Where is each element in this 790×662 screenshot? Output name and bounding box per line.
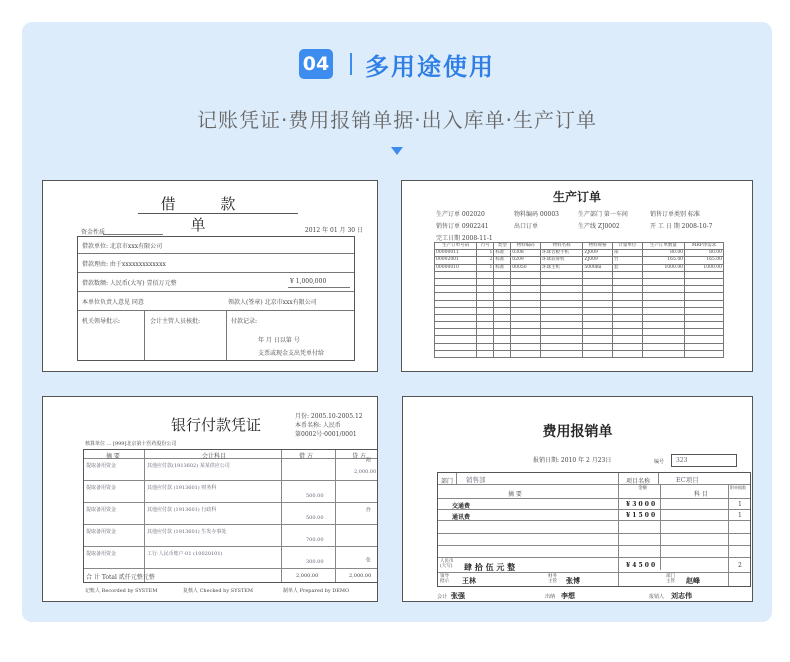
credit-cell: 2,000.00 (354, 469, 377, 475)
section-number-badge: 04 (299, 49, 333, 79)
empty-cell (511, 300, 541, 307)
table-row (84, 503, 378, 525)
empty-cell (685, 307, 724, 314)
section-subtitle: 记账凭证·费用报销单据·出入库单·生产订单 (196, 108, 598, 132)
empty-cell (435, 350, 477, 357)
empty-cell (494, 307, 511, 314)
section-title: 多用途使用 (365, 52, 495, 81)
empty-cell (540, 293, 582, 300)
empty-cell (642, 322, 684, 329)
empty-cell (477, 271, 494, 278)
empty-table-row (435, 293, 724, 300)
column-header: 生产订单数量 (642, 243, 684, 250)
empty-cell (435, 314, 477, 321)
form-row (78, 273, 354, 292)
empty-cell (583, 314, 613, 321)
empty-cell (511, 293, 541, 300)
column-header: 贷 方 (352, 453, 366, 460)
table-row (438, 534, 750, 546)
order-meta: 生产订单 002020 (436, 211, 485, 218)
account-cell: 其他应付款 (1913601) 财务科 (147, 485, 217, 491)
total-credit: 2,000.00 (349, 573, 372, 579)
voucher-currency: 本币名称: 人民币 (295, 422, 341, 429)
column-divider (456, 473, 457, 485)
empty-cell (477, 278, 494, 285)
fund-type-label: 资金性质 (81, 229, 106, 236)
expense-item: 交通费 (452, 503, 471, 510)
receiver: 领款人(签章) 北京市xxx有限公司 (228, 299, 317, 306)
amount-underline (288, 287, 350, 288)
table-cell: ZJ009 (583, 250, 613, 257)
empty-cell (540, 322, 582, 329)
empty-cell (511, 343, 541, 350)
table-cell: 00000011 (435, 250, 477, 257)
table-cell: 80.00 (642, 250, 684, 257)
column-header: 物料名称 (540, 243, 582, 250)
column-header: 会计科目 (202, 453, 227, 460)
empty-cell (685, 322, 724, 329)
order-meta: 销售订单 0902241 (436, 223, 489, 230)
table-cell: 台 (613, 257, 643, 264)
attachment-label: 张 (365, 557, 371, 562)
debit-cell: 300.00 (306, 559, 324, 565)
table-row (84, 547, 378, 569)
amount-value: ¥ 1,000,000 (290, 278, 327, 285)
voucher-table (83, 449, 378, 583)
empty-table-row (435, 343, 724, 350)
table-cell: 套 (613, 264, 643, 271)
summary-header: 摘 要 (508, 491, 522, 498)
summary-cell: 提取备用资金 (86, 507, 117, 513)
empty-cell (477, 350, 494, 357)
loan-date: 2012 年 01 月 30 日 (304, 227, 363, 234)
empty-cell (583, 278, 613, 285)
empty-cell (435, 322, 477, 329)
empty-cell (613, 329, 643, 336)
empty-cell (613, 322, 643, 329)
claimant-label: 报销人 (649, 594, 665, 600)
total-debit: 2,000.00 (296, 573, 319, 579)
total-amount: ¥ 4 5 0 0 (626, 562, 656, 569)
empty-cell (540, 350, 582, 357)
empty-cell (494, 322, 511, 329)
empty-cell (642, 336, 684, 343)
loan-form-table (77, 236, 355, 361)
attachment-count: 1 (738, 512, 742, 519)
total-attachments: 2 (738, 562, 742, 569)
empty-cell (477, 286, 494, 293)
dept-row (438, 473, 750, 485)
empty-cell (613, 336, 643, 343)
empty-cell (642, 278, 684, 285)
empty-cell (477, 300, 494, 307)
claimant-name: 刘志伟 (671, 591, 692, 600)
accountant-name: 张强 (451, 591, 465, 600)
empty-cell (583, 286, 613, 293)
voucher-number: 第0002号·0001/0001 (295, 431, 357, 438)
summary-cell: 提取备用资金 (86, 463, 117, 469)
column-header: 行号 (477, 243, 494, 250)
empty-cell (642, 329, 684, 336)
table-cell: 0209 (511, 257, 541, 264)
production-order-table (434, 242, 724, 358)
empty-cell (583, 336, 613, 343)
production-order-body (435, 250, 724, 358)
empty-cell (511, 278, 541, 285)
empty-cell (435, 307, 477, 314)
empty-cell (583, 329, 613, 336)
table-row (438, 499, 750, 510)
empty-cell (642, 271, 684, 278)
empty-table-row (435, 350, 724, 357)
empty-cell (613, 314, 643, 321)
empty-cell (435, 293, 477, 300)
pay-note: 支票或现金支出凭单付给 (258, 350, 325, 357)
empty-cell (540, 278, 582, 285)
column-divider (144, 311, 145, 360)
finance-label: 财务主管 (548, 574, 557, 584)
empty-cell (540, 336, 582, 343)
table-cell: 80.00 (685, 250, 724, 257)
section-header (22, 44, 772, 84)
order-meta: 生产部门 第一车间 (578, 211, 628, 218)
debit-cell: 500.00 (306, 493, 324, 499)
production-order-title: 生产订单 (552, 190, 601, 204)
empty-cell (613, 307, 643, 314)
table-row (435, 264, 724, 271)
expense-date: 报销日期: 2010 年 2 月23日 (533, 457, 612, 464)
debit-cell: 700.00 (306, 537, 324, 543)
empty-table-row (435, 300, 724, 307)
empty-cell (685, 300, 724, 307)
empty-table-row (435, 307, 724, 314)
table-header-row (435, 243, 724, 250)
dept-head-label: 部门主管 (666, 574, 675, 584)
attachment-count: 1 (738, 501, 742, 508)
empty-cell (642, 286, 684, 293)
column-header: 物料规格 (583, 243, 613, 250)
table-header-row (438, 485, 750, 499)
empty-cell (435, 300, 477, 307)
table-cell: 165.00 (685, 257, 724, 264)
empty-cell (642, 314, 684, 321)
table-cell: 00002001 (435, 257, 477, 264)
empty-cell (583, 322, 613, 329)
empty-cell (494, 350, 511, 357)
total-row (84, 569, 378, 582)
table-cell: 00000010 (435, 264, 477, 271)
empty-cell (435, 271, 477, 278)
order-meta: 销售订单类别 标准 (650, 211, 700, 218)
dept-label: 部门 (441, 478, 454, 485)
attachment-label: 件 (365, 507, 371, 512)
unit-opinion: 本单位负责人意见 同意 (82, 299, 144, 306)
column-header: 借 方 (299, 453, 313, 460)
table-cell: 1000.00 (642, 264, 684, 271)
column-header: MRP净需求 (685, 243, 724, 250)
empty-cell (540, 286, 582, 293)
empty-cell (477, 293, 494, 300)
empty-cell (477, 322, 494, 329)
summary-cell: 提取备用资金 (86, 529, 117, 535)
empty-cell (685, 350, 724, 357)
pay-record: 付款记录: (231, 318, 258, 325)
empty-cell (511, 322, 541, 329)
empty-cell (583, 300, 613, 307)
pay-date: 年 月 日以第 号 (258, 337, 300, 344)
borrowing-unit: 借款单位: 北京市xxx有限公司 (82, 243, 163, 250)
column-divider (226, 311, 227, 360)
empty-cell (613, 286, 643, 293)
table-cell: 标准 (494, 264, 511, 271)
empty-cell (583, 271, 613, 278)
serial-box (654, 454, 737, 467)
signature-row (438, 573, 750, 586)
attachment-label: 附 (365, 457, 371, 462)
empty-cell (511, 286, 541, 293)
form-row (78, 292, 354, 311)
empty-cell (613, 293, 643, 300)
dept-value: 销售部 (466, 476, 486, 484)
table-cell: 2 (477, 257, 494, 264)
down-arrow-icon (391, 147, 403, 155)
empty-cell (511, 314, 541, 321)
capital-row (438, 558, 750, 573)
empty-cell (494, 271, 511, 278)
project-value: EC项目 (676, 476, 699, 484)
cashier-label: 出纳 (545, 594, 556, 600)
subject-header: 科 目 (694, 491, 708, 498)
checked-by: 复核人 Checked by SYSTEM (183, 588, 254, 594)
empty-table-row (435, 329, 724, 336)
summary-cell: 提取备用资金 (86, 485, 117, 491)
table-row (84, 525, 378, 547)
table-cell: 00050 (511, 264, 541, 271)
empty-cell (435, 286, 477, 293)
column-divider (618, 473, 619, 485)
table-cell: 环球主机 (540, 264, 582, 271)
empty-cell (494, 336, 511, 343)
empty-cell (511, 336, 541, 343)
empty-cell (685, 271, 724, 278)
table-cell: 环球音板手机 (540, 250, 582, 257)
empty-table-row (435, 286, 724, 293)
order-meta: 完工日期 2008-11-1 (436, 235, 493, 242)
empty-cell (685, 329, 724, 336)
empty-cell (583, 350, 613, 357)
empty-cell (685, 343, 724, 350)
empty-cell (685, 314, 724, 321)
empty-cell (540, 271, 582, 278)
amount-label: 借款数额: 人民币(大写) 壹佰万元整 (82, 280, 177, 287)
empty-cell (477, 336, 494, 343)
table-row (438, 521, 750, 534)
table-row (84, 481, 378, 503)
order-meta: 开 工 日 期 2008-10-7 (650, 223, 713, 230)
empty-cell (613, 300, 643, 307)
table-cell: 环球彩屏机 (540, 257, 582, 264)
accountant-label: 会计 (437, 594, 448, 600)
bank-voucher-title: 银行付款凭证 (171, 416, 262, 434)
empty-cell (642, 293, 684, 300)
empty-cell (642, 343, 684, 350)
empty-cell (511, 307, 541, 314)
empty-cell (540, 343, 582, 350)
empty-cell (613, 343, 643, 350)
expense-report-title: 费用报销单 (542, 424, 613, 440)
amount-header: 金额 (638, 486, 647, 491)
column-header: 生产订单号码 (435, 243, 477, 250)
order-meta: 出口订单 (514, 223, 539, 230)
debit-cell: 500.00 (306, 515, 324, 521)
form-row (78, 237, 354, 254)
serial-value: 323 (676, 457, 688, 464)
account-cell: 其他应付款 (1913601) 生发办事处 (147, 529, 227, 535)
expense-table (437, 472, 751, 587)
empty-cell (540, 300, 582, 307)
table-cell: 1000.00 (685, 264, 724, 271)
empty-cell (583, 343, 613, 350)
account-cell: 其他应付款(1913602) 某某供应公司 (147, 463, 230, 469)
table-cell: 标准 (494, 257, 511, 264)
table-cell: 0308 (511, 250, 541, 257)
empty-cell (642, 307, 684, 314)
order-meta: 物料编码 00003 (514, 211, 559, 218)
leader-name: 王林 (462, 576, 476, 585)
empty-cell (540, 307, 582, 314)
empty-cell (494, 343, 511, 350)
project-label: 项目名称 (626, 478, 651, 485)
table-row (435, 257, 724, 264)
expense-amount: ¥ 3 0 0 0 (626, 501, 656, 508)
empty-table-row (435, 336, 724, 343)
finance-name: 张博 (566, 576, 580, 585)
table-cell: 1 (477, 264, 494, 271)
empty-cell (494, 293, 511, 300)
empty-cell (511, 271, 541, 278)
empty-cell (435, 343, 477, 350)
table-header-row (84, 450, 378, 459)
empty-table-row (435, 322, 724, 329)
table-row (84, 459, 378, 481)
empty-cell (685, 286, 724, 293)
expense-amount: ¥ 1 5 0 0 (626, 512, 656, 519)
empty-cell (494, 278, 511, 285)
column-divider (658, 473, 659, 485)
title-underline (138, 213, 298, 214)
account-cell: 其他应付款 (1913601) 行政科 (147, 507, 217, 513)
column-header: 类型 (494, 243, 511, 250)
empty-cell (685, 278, 724, 285)
summary-cell: 提取备用资金 (86, 551, 117, 557)
order-meta: 生产线 ZJ0002 (578, 223, 620, 230)
table-cell: 1 (477, 250, 494, 257)
table-cell: 5000ml (583, 264, 613, 271)
loan-form-title: 借 款 单 (160, 195, 256, 234)
form-row (78, 254, 354, 273)
cashier-name: 李想 (561, 591, 575, 600)
table-cell: ZJ009 (583, 257, 613, 264)
empty-cell (477, 307, 494, 314)
attachments-header: 附单据数 (730, 485, 746, 490)
empty-cell (511, 350, 541, 357)
empty-cell (435, 336, 477, 343)
empty-cell (435, 278, 477, 285)
leader-label: 领导批示 (440, 574, 449, 584)
feature-panel (22, 22, 772, 622)
empty-table-row (435, 314, 724, 321)
capital-value: 肆 拾 伍 元 整 (464, 562, 516, 572)
empty-cell (613, 278, 643, 285)
empty-cell (685, 293, 724, 300)
empty-cell (494, 286, 511, 293)
table-row (435, 250, 724, 257)
empty-cell (435, 329, 477, 336)
expense-item: 通讯费 (452, 514, 471, 521)
serial-label: 编号 (654, 459, 665, 465)
loan-form-sample (42, 180, 378, 372)
bank-voucher-sample (42, 396, 378, 602)
column-header: 计量单位 (613, 243, 643, 250)
empty-cell (583, 293, 613, 300)
empty-cell (642, 350, 684, 357)
empty-cell (685, 336, 724, 343)
borrowing-reason: 借款理由: 由于xxxxxxxxxxxxx (82, 261, 166, 268)
empty-cell (613, 350, 643, 357)
empty-cell (540, 329, 582, 336)
empty-cell (613, 271, 643, 278)
empty-cell (583, 307, 613, 314)
approval-area (78, 311, 354, 360)
capital-label: 人民币(大写) (440, 559, 454, 569)
expense-report-sample (402, 396, 753, 602)
recorded-by: 记账人 Recorded by SYSTEM (85, 588, 158, 594)
account-cell: 工行·人民币账户·01 (10020101) (147, 551, 223, 557)
leader-approval: 机关领导批示: (82, 318, 121, 325)
empty-cell (642, 300, 684, 307)
column-header: 物料编码 (511, 243, 541, 250)
table-cell: 部 (613, 250, 643, 257)
voucher-unit: 核算单位 ... [999]北京第十医药股份公司 (85, 441, 177, 447)
empty-cell (477, 343, 494, 350)
total-label: 合 计 Total 贰仟元整元整 (86, 574, 155, 581)
empty-cell (494, 329, 511, 336)
column-header: 摘 要 (106, 453, 120, 460)
empty-table-row (435, 278, 724, 285)
empty-cell (477, 329, 494, 336)
table-cell: 标准 (494, 250, 511, 257)
dept-head-name: 赵峰 (686, 576, 700, 585)
accountant-approval: 会计主管人员核批: (150, 318, 201, 325)
voucher-period: 月份: 2005.10-2005.12 (295, 413, 363, 420)
table-cell: 165.00 (642, 257, 684, 264)
empty-cell (494, 314, 511, 321)
empty-cell (540, 314, 582, 321)
empty-cell (511, 329, 541, 336)
table-row (438, 546, 750, 558)
prepared-by: 制单人 Prepared by DEMO (283, 588, 350, 594)
table-row (438, 510, 750, 521)
empty-table-row (435, 271, 724, 278)
production-order-sample (401, 180, 753, 372)
empty-cell (494, 300, 511, 307)
header-divider (350, 53, 352, 75)
empty-cell (477, 314, 494, 321)
